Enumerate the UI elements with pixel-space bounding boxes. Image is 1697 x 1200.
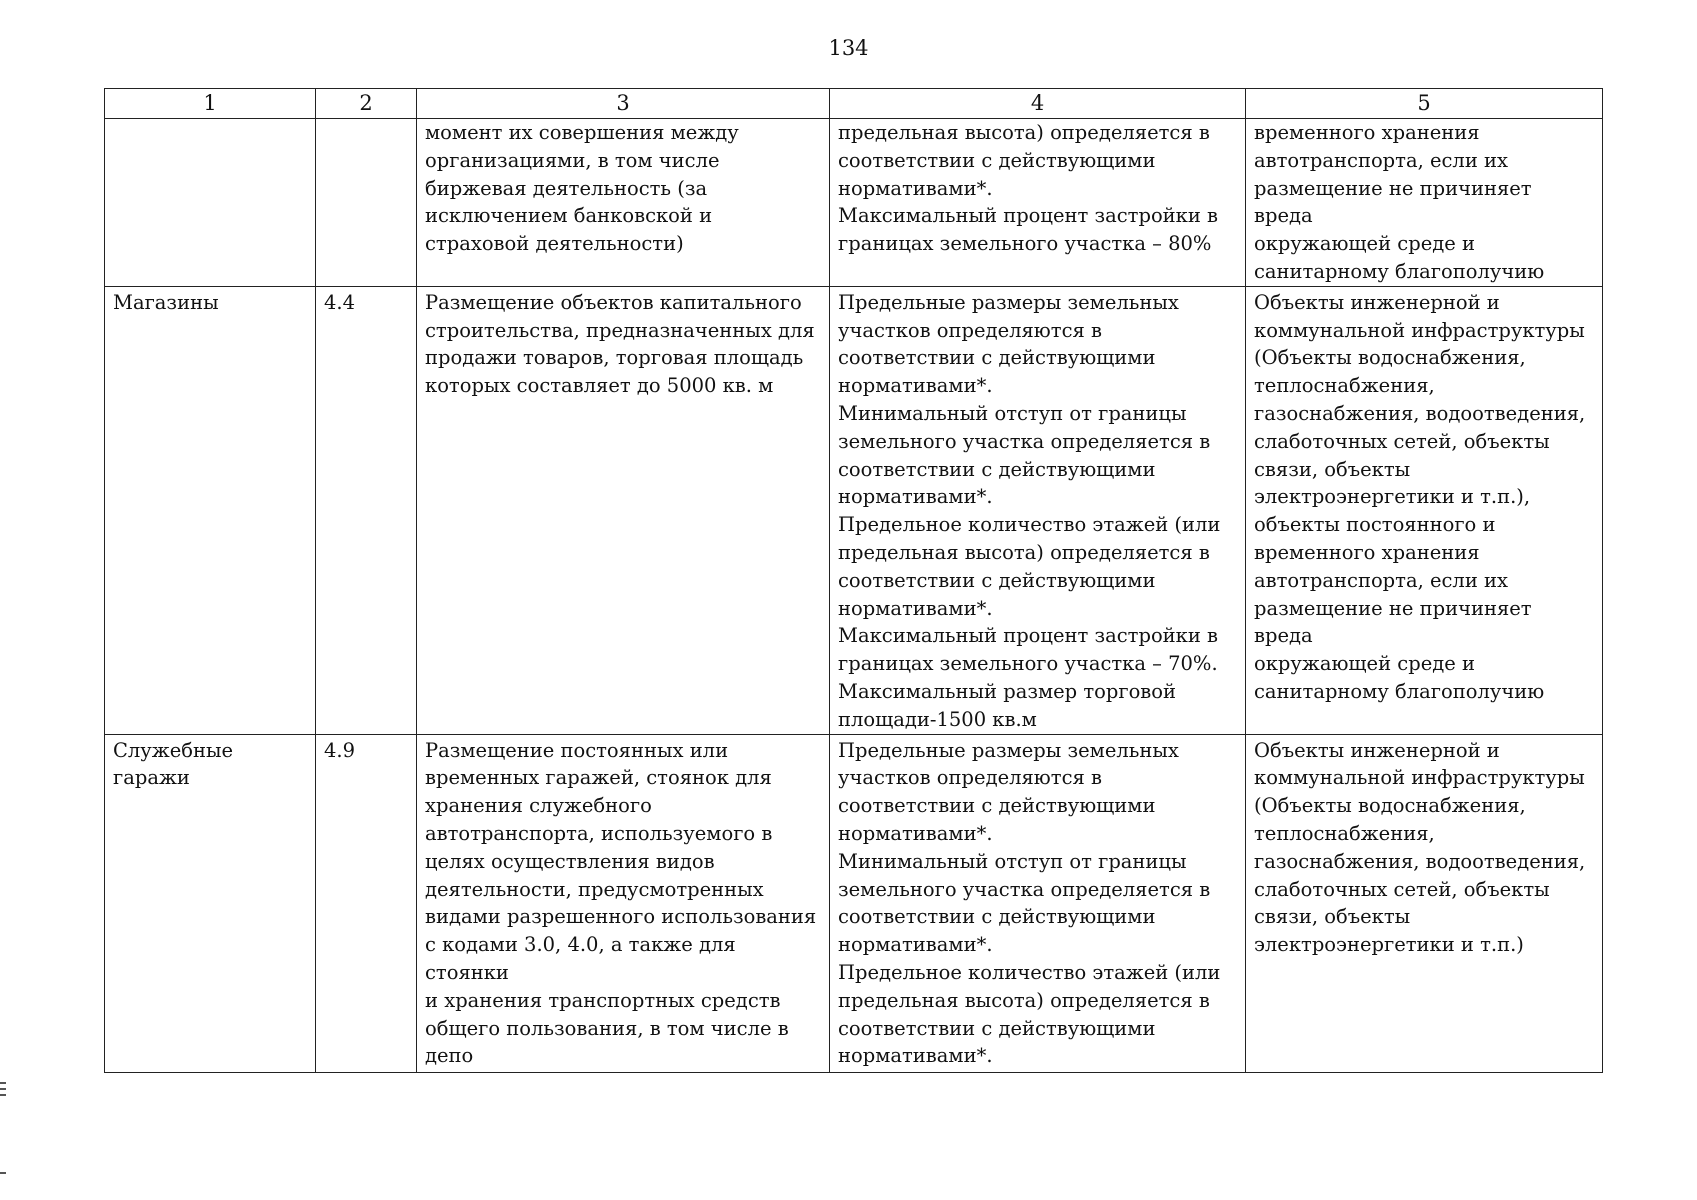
use-description: Размещение объектов капитального строительства, предназначенных для продажи товаров, торговая площадь которых составляет до 5000 кв. м <box>425 290 815 398</box>
use-description: момент их совершения между организациями, в том числе биржевая деятельность (за исключением банковской и страховой деятельности) <box>425 121 739 256</box>
auxiliary-uses-cell <box>1246 119 1603 287</box>
use-type-code-cell <box>316 734 417 1072</box>
use-description: Размещение постоянных или временных гаражей, стоянок для хранения служебного автотранспорта, используемого в целях осуществления видов деятельности, предусмотренных видами разрешенного использования с кодами 3.0, 4.0, а также для стоянки и хранения транспортных средств общего пользования, в том числе в депо <box>425 738 817 1068</box>
column-header-2: 2 <box>316 89 417 119</box>
auxiliary-uses-text: временного хранения автотранспорта, если их размещение не причиняет вреда окружающей среде и санитарному благополучию <box>1254 121 1545 283</box>
use-description-cell <box>417 286 830 734</box>
table-row <box>105 286 1603 734</box>
column-header-3: 3 <box>417 89 830 119</box>
parameters-cell <box>830 286 1246 734</box>
page-number: 134 <box>828 36 869 60</box>
column-header-1: 1 <box>105 89 316 119</box>
scan-edge-mark <box>0 1172 6 1174</box>
use-type-name-cell <box>105 119 316 287</box>
auxiliary-uses-text: Объекты инженерной и коммунальной инфраструктуры (Объекты водоснабжения, теплоснабжения, газоснабжения, водоотведения, слаботочных сетей, объекты связи, объекты электроэнергетики и т.п.), объекты постоянного и временного хранения автотранспорта, если их размещение не причиняет вреда окружающей среде и санитарному благополучию <box>1254 290 1586 703</box>
use-type-code: 4.9 <box>324 738 356 762</box>
parameters-text: Предельные размеры земельных участков определяются в соответствии с действующими нормативами*. Минимальный отступ от границы земельного участка определяется в соответствии с действующими нормативами*. Предельное количество этажей (или предельная высота) определяется в соответствии с действующими нормативами*. <box>838 738 1221 1068</box>
use-type-code-cell <box>316 119 417 287</box>
parameters-text: предельная высота) определяется в соответствии с действующими нормативами*. Максимальный процент застройки в границах земельного участка – 80% <box>838 121 1219 256</box>
use-description-cell <box>417 734 830 1072</box>
auxiliary-uses-cell <box>1246 734 1603 1072</box>
column-header-4: 4 <box>830 89 1246 119</box>
scan-edge-mark <box>0 1088 6 1090</box>
land-use-table <box>104 88 1603 1073</box>
column-header-5: 5 <box>1246 89 1603 119</box>
use-description-cell <box>417 119 830 287</box>
table-row <box>105 119 1603 287</box>
parameters-text: Предельные размеры земельных участков определяются в соответствии с действующими нормативами*. Минимальный отступ от границы земельного участка определяется в соответствии с действующими нормативами*. Предельное количество этажей (или предельная высота) определяется в соответствии с действующими нормативами*. Максимальный процент застройки в границах земельного участка – 70%. Максимальный размер торговой площади-1500 кв.м <box>838 290 1221 731</box>
use-type-code: 4.4 <box>324 290 356 314</box>
use-type-name-cell <box>105 734 316 1072</box>
parameters-cell <box>830 119 1246 287</box>
scan-edge-mark <box>0 1094 6 1096</box>
auxiliary-uses-text: Объекты инженерной и коммунальной инфраструктуры (Объекты водоснабжения, теплоснабжения, газоснабжения, водоотведения, слаботочных сетей, объекты связи, объекты электроэнергетики и т.п.) <box>1254 738 1586 957</box>
parameters-cell <box>830 734 1246 1072</box>
table-row <box>105 734 1603 1072</box>
table-header-row <box>105 89 1603 119</box>
auxiliary-uses-cell <box>1246 286 1603 734</box>
use-type-code-cell <box>316 286 417 734</box>
use-type-name: Служебные гаражи <box>113 738 234 790</box>
scan-edge-mark <box>0 1082 6 1084</box>
use-type-name: Магазины <box>113 290 219 314</box>
use-type-name-cell <box>105 286 316 734</box>
